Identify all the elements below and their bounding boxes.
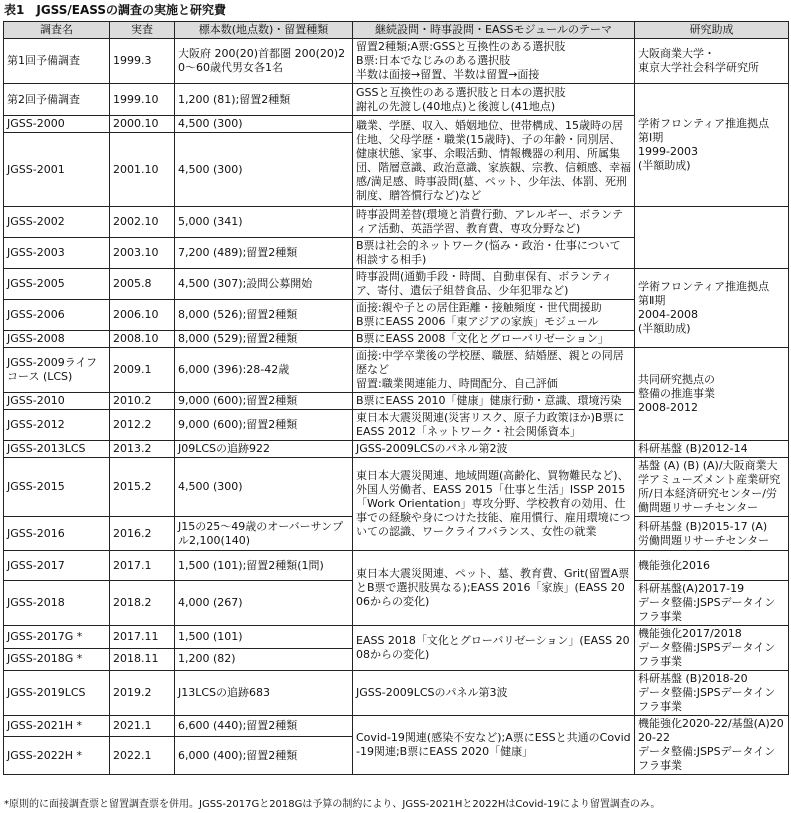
funding: 科研基盤 (B)2015-17 (A) 労働問題リサーチセンター — [635, 517, 789, 551]
survey-themes: 東日本大震災関連、地域問題(高齢化、買物難民など)、外国人労働者、EASS 2015「仕事と生活」ISSP 2015「Work Orientation」専攻分野、学校教育の効用、仕事での経験や身につけた技能、雇用慣行、雇用環境についての認識、ワークライフバランス、女性の就業 — [353, 458, 635, 551]
footnote: *原則的に面接調査票と留置調査票を併用。JGSS-2017Gと2018Gは予算の制約により、JGSS-2021Hと2022HはCovid-19により留置調査のみ。 — [4, 799, 661, 810]
funding: 科研基盤(A)2017-19 データ整備:JSPSデータインフラ事業 — [635, 581, 789, 626]
sample-size: 1,200 (81);留置2種類 — [175, 84, 353, 116]
survey-date: 2006.10 — [110, 300, 175, 331]
funding: 学術フロンティア推進拠点 第Ⅰ期 1999-2003 (半額助成) — [635, 84, 789, 207]
survey-date: 2017.1 — [110, 551, 175, 581]
sample-size: 9,000 (600);留置2種類 — [175, 410, 353, 441]
header-funding: 研究助成 — [635, 22, 789, 39]
survey-date: 2003.10 — [110, 238, 175, 269]
table-row — [4, 458, 789, 517]
funding: 大阪商業大学・ 東京大学社会科学研究所 — [635, 39, 789, 84]
sample-size: 7,200 (489);留置2種類 — [175, 238, 353, 269]
funding: 機能強化2020-22/基盤(A)2020-22 データ整備:JSPSデータインフラ事業 — [635, 716, 789, 775]
survey-themes: 留置2種類;A票:GSSと互換性のある選択肢 B票:日本でなじみのある選択肢 半数は面接→留置、半数は留置→面接 — [353, 39, 635, 84]
survey-themes: 面接:親や子との居住距離・接触頻度・世代間援助 B票にEASS 2006「東アジアの家族」モジュール — [353, 300, 635, 331]
survey-themes: 職業、学歴、収入、婚姻地位、世帯構成、15歳時の居住地、父母学歴・職業(15歳時)、子の年齢・同別居、健康状態、家事、余暇活動、情報機器の利用、所属集団、階層意識、政治意識、家族観、宗教、信頼感、幸福感/満足感、時事設問(墓、ペット、少年法、体罰、死刑制度、贈答慣行など)など — [353, 116, 635, 207]
sample-size: 4,500 (300) — [175, 133, 353, 207]
survey-name: JGSS-2017 — [4, 551, 110, 581]
survey-date: 2022.1 — [110, 737, 175, 775]
survey-themes: Covid-19関連(感染不安など);A票にESSと共通のCovid-19関連;B票にEASS 2020「健康」 — [353, 716, 635, 775]
survey-name: 第1回予備調査 — [4, 39, 110, 84]
survey-themes: JGSS-2009LCSのパネル第2波 — [353, 441, 635, 458]
header-row — [4, 22, 789, 39]
table-row — [4, 441, 789, 458]
table-row — [4, 84, 789, 116]
sample-size: 4,500 (307);設問公募開始 — [175, 269, 353, 300]
survey-name: JGSS-2016 — [4, 517, 110, 551]
sample-size: 8,000 (529);留置2種類 — [175, 331, 353, 348]
survey-date: 2009.1 — [110, 348, 175, 393]
survey-themes: GSSと互換性のある選択肢と日本の選択肢 謝礼の先渡し(40地点)と後渡し(41地点) — [353, 84, 635, 116]
survey-themes: B票にEASS 2008「文化とグローバリゼーション」 — [353, 331, 635, 348]
survey-date: 2016.2 — [110, 517, 175, 551]
survey-name: JGSS-2012 — [4, 410, 110, 441]
survey-date: 2000.10 — [110, 116, 175, 133]
sample-size: 4,500 (300) — [175, 458, 353, 517]
sample-size: 5,000 (341) — [175, 207, 353, 238]
funding: 機能強化2017/2018 データ整備:JSPSデータインフラ事業 — [635, 626, 789, 671]
table-row — [4, 671, 789, 716]
table-row — [4, 39, 789, 84]
survey-name: JGSS-2022H * — [4, 737, 110, 775]
funding: 科研基盤 (B)2018-20 データ整備:JSPSデータインフラ事業 — [635, 671, 789, 716]
survey-name: JGSS-2017G * — [4, 626, 110, 649]
survey-name: JGSS-2000 — [4, 116, 110, 133]
survey-name: JGSS-2002 — [4, 207, 110, 238]
funding: 基盤 (A) (B) (A)/大阪商業大学アミューズメント産業研究所/日本経済研究センター/労働問題リサーチセンター — [635, 458, 789, 517]
survey-themes: B票にEASS 2010「健康」健康行動・意識、環境汚染 — [353, 393, 635, 410]
table-row — [4, 716, 789, 737]
survey-themes: JGSS-2009LCSのパネル第3波 — [353, 671, 635, 716]
survey-name: JGSS-2005 — [4, 269, 110, 300]
funding: 科研基盤 (B)2012-14 — [635, 441, 789, 458]
sample-size: 6,000 (396):28-42歳 — [175, 348, 353, 393]
sample-size: 4,500 (300) — [175, 116, 353, 133]
survey-date: 1999.3 — [110, 39, 175, 84]
survey-name: JGSS-2015 — [4, 458, 110, 517]
survey-date: 2002.10 — [110, 207, 175, 238]
survey-date: 2010.2 — [110, 393, 175, 410]
survey-themes: EASS 2018「文化とグローバリゼーション」(EASS 2008からの変化) — [353, 626, 635, 671]
sample-size: 1,500 (101) — [175, 626, 353, 649]
survey-themes: 東日本大震災関連、ペット、墓、教育費、Grit(留置A票とB票で選択肢異なる);EASS 2016「家族」(EASS 2006からの変化) — [353, 551, 635, 626]
header-date: 実査 — [110, 22, 175, 39]
survey-name: JGSS-2010 — [4, 393, 110, 410]
sample-size: 6,600 (440);留置2種類 — [175, 716, 353, 737]
survey-date: 2012.2 — [110, 410, 175, 441]
survey-themes: B票は社会的ネットワーク(悩み・政治・仕事について相談する相手) — [353, 238, 635, 269]
survey-date: 2021.1 — [110, 716, 175, 737]
survey-themes: 時事設問差替(環境と消費行動、アレルギー、ボランティア活動、英語学習、教育費、専攻分野など) — [353, 207, 635, 238]
sample-size: 1,500 (101);留置2種類(1問) — [175, 551, 353, 581]
survey-date: 2017.11 — [110, 626, 175, 649]
survey-table — [3, 21, 789, 775]
survey-name: JGSS-2009ライフコース (LCS) — [4, 348, 110, 393]
sample-size: 6,000 (400);留置2種類 — [175, 737, 353, 775]
survey-name: JGSS-2018 — [4, 581, 110, 626]
survey-name: JGSS-2008 — [4, 331, 110, 348]
survey-name: JGSS-2018G * — [4, 648, 110, 671]
sample-size: 大阪府 200(20)首都圏 200(20)20～60歳代男女各1名 — [175, 39, 353, 84]
survey-date: 2001.10 — [110, 133, 175, 207]
header-sample: 標本数(地点数)・留置種類 — [175, 22, 353, 39]
funding — [635, 207, 789, 269]
survey-themes: 面接:中学卒業後の学校歴、職歴、結婚歴、親との同居歴など 留置:職業関連能力、時間配分、自己評価 — [353, 348, 635, 393]
survey-name: JGSS-2003 — [4, 238, 110, 269]
survey-date: 2018.2 — [110, 581, 175, 626]
survey-themes: 時事設問(通勤手段・時間、自動車保有、ボランティア、寄付、遺伝子組替食品、少年犯罪など) — [353, 269, 635, 300]
table-row — [4, 626, 789, 649]
survey-name: JGSS-2021H * — [4, 716, 110, 737]
sample-size: J13LCSの追跡683 — [175, 671, 353, 716]
survey-date: 1999.10 — [110, 84, 175, 116]
table-row — [4, 348, 789, 393]
header-survey-name: 調査名 — [4, 22, 110, 39]
table-caption: 表1 JGSS/EASSの調査の実施と研究費 — [4, 3, 227, 17]
survey-date: 2013.2 — [110, 441, 175, 458]
survey-date: 2005.8 — [110, 269, 175, 300]
survey-date: 2015.2 — [110, 458, 175, 517]
survey-name: JGSS-2001 — [4, 133, 110, 207]
funding: 共同研究拠点の 整備の推進事業 2008-2012 — [635, 348, 789, 441]
header-themes: 継続設問・時事設問・EASSモジュールのテーマ — [353, 22, 635, 39]
survey-themes: 東日本大震災関連(災害リスク、原子力政策ほか)B票にEASS 2012「ネットワーク・社会関係資本」 — [353, 410, 635, 441]
survey-name: JGSS-2013LCS — [4, 441, 110, 458]
survey-date: 2018.11 — [110, 648, 175, 671]
table-row — [4, 207, 789, 238]
survey-date: 2008.10 — [110, 331, 175, 348]
sample-size: 4,000 (267) — [175, 581, 353, 626]
sample-size: 9,000 (600);留置2種類 — [175, 393, 353, 410]
survey-name: JGSS-2006 — [4, 300, 110, 331]
funding: 学術フロンティア推進拠点 第Ⅱ期 2004-2008 (半額助成) — [635, 269, 789, 348]
sample-size: 1,200 (82) — [175, 648, 353, 671]
sample-size: 8,000 (526);留置2種類 — [175, 300, 353, 331]
survey-date: 2019.2 — [110, 671, 175, 716]
table-row — [4, 269, 789, 300]
sample-size: J15の25～49歳のオーバーサンプル2,100(140) — [175, 517, 353, 551]
survey-name: JGSS-2019LCS — [4, 671, 110, 716]
sample-size: J09LCSの追跡922 — [175, 441, 353, 458]
table-row — [4, 551, 789, 581]
funding: 機能強化2016 — [635, 551, 789, 581]
survey-name: 第2回予備調査 — [4, 84, 110, 116]
